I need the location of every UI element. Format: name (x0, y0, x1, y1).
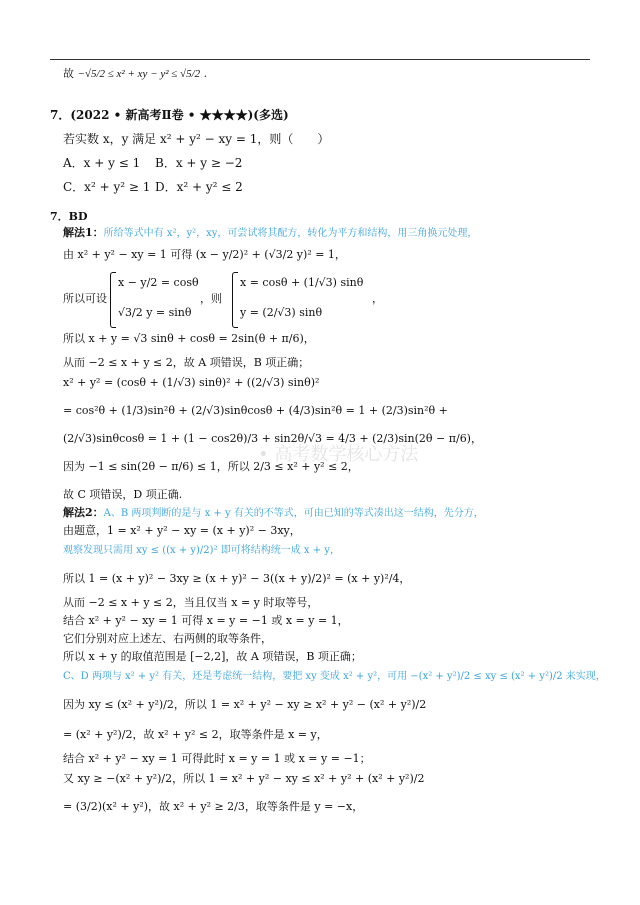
system1-eq1: x − y/2 = cosθ (118, 276, 199, 289)
divider-line (50, 59, 590, 60)
method1-line5: x² + y² = (cosθ + (1/√3) sinθ)² + ((2/√3) sinθ)² (63, 376, 320, 389)
method1-line8: 因为 −1 ≤ sin(2θ − π/6) ≤ 1，所以 2/3 ≤ x² + y² ≤ 2， (63, 460, 359, 473)
method1-label: 解法1： (63, 226, 104, 239)
method1-mid: ，则 (200, 292, 222, 305)
option-a: A．x + y ≤ 1 (63, 156, 141, 170)
problem-number: 7． (50, 108, 71, 122)
method2-line2: 所以 1 = (x + y)² − 3xy ≥ (x + y)² − 3((x + y)/2)² = (x + y)²/4， (63, 572, 411, 585)
answer-heading (50, 210, 88, 224)
method1-end: ， (372, 292, 383, 305)
method1-line7: (2/√3)sinθcosθ = 1 + (1 − cos2θ)/3 + sin2θ/√3 = 4/3 + (2/3)sin(2θ − π/6)， (63, 432, 482, 445)
method1-line4: 从而 −2 ≤ x + y ≤ 2，故 A 项错误，B 项正确； (63, 356, 310, 369)
problem-source: (2022 • 新高考Ⅱ卷 • ★★★★)(多选) (70, 108, 289, 122)
method2-line8: = (x² + y²)/2，故 x² + y² ≤ 2，取等条件是 x = y， (63, 728, 328, 741)
system2-eq2: y = (2/√3) sinθ (240, 306, 323, 319)
option-b: B．x + y ≥ −2 (155, 156, 243, 170)
answer-number: 7． (50, 210, 69, 223)
method2-line4: 结合 x² + y² − xy = 1 可得 x = y = −1 或 x = y = 1， (63, 614, 349, 627)
method2-label: 解法2： (63, 506, 104, 519)
method2-line10: 又 xy ≥ −(x² + y²)/2，所以 1 = x² + y² − xy ≤ x² + y² + (x² + y²)/2 (63, 772, 425, 785)
header-tail (63, 60, 207, 88)
method2-hint: A、B 两项判断的是与 x + y 有关的不等式，可由已知的等式凑出这一结构，先分方， (103, 508, 484, 519)
method1-prefix: 所以可设 (63, 292, 107, 305)
method1-line3: 所以 x + y = √3 sinθ + cosθ = 2sin(θ + π/6)， (63, 332, 315, 345)
method1-line1: 由 x² + y² − xy = 1 可得 (x − y/2)² + (√3/2 y)² = 1， (63, 248, 346, 261)
method1-line9: 故 C 项错误，D 项正确. (63, 488, 183, 501)
method2-line6: 所以 x + y 的取值范围是 [−2,2]，故 A 项错误，B 项正确； (63, 650, 362, 663)
problem-heading (50, 108, 289, 122)
method2-line7: 因为 xy ≤ (x² + y²)/2，所以 1 = x² + y² − xy ≥ x² + y² − (x² + y²)/2 (63, 698, 427, 711)
method2-line11: = (3/2)(x² + y²)，故 x² + y² ≥ 2/3，取等条件是 y = −x， (63, 800, 364, 813)
system1-eq2: √3/2 y = sinθ (118, 306, 192, 319)
method2-line5: 它们分别对应上述左、右两侧的取等条件， (63, 632, 272, 645)
answer-text: BD (68, 210, 88, 223)
option-c: C．x² + y² ≥ 1 (63, 180, 151, 194)
method2-line9: 结合 x² + y² − xy = 1 可得此时 x = y = 1 或 x = y = −1； (63, 752, 371, 765)
option-d: D．x² + y² ≤ 2 (155, 180, 243, 194)
system2-eq1: x = cosθ + (1/√3) sinθ (240, 276, 364, 289)
system2-brace (232, 272, 238, 328)
method2-hint2: 观察发现只需用 xy ≤ ((x + y)/2)² 即可将结构统一成 x + y， (63, 545, 340, 556)
method1-line6: = cos²θ + (1/3)sin²θ + (2/√3)sinθcosθ + (4/3)sin²θ = 1 + (2/3)sin²θ + (63, 404, 448, 417)
header-end: . (203, 67, 208, 80)
method1-intro (63, 226, 477, 241)
method2-hint3: C、D 两项与 x² + y² 有关，还是考虑统一结构，要把 xy 变成 x² + y²，可用 −(x² + y²)/2 ≤ xy ≤ (x² + y²)/2 来实现， (63, 671, 606, 682)
method2-intro (63, 506, 484, 521)
method2-line1: 由题意，1 = x² + y² − xy = (x + y)² − 3xy， (63, 524, 301, 537)
problem-stem: 若实数 x，y 满足 x² + y² − xy = 1，则（ ） (63, 132, 330, 146)
header-expr: −√5/2 ≤ x² + xy − y² ≤ √5/2 (77, 68, 201, 80)
system1-brace (110, 272, 116, 328)
header-prefix: 故 (63, 67, 74, 80)
method2-line3: 从而 −2 ≤ x + y ≤ 2，当且仅当 x = y 时取等号， (63, 596, 319, 609)
watermark: • 高考数学核心方法 (258, 444, 419, 465)
method1-hint: 所给等式中有 x²，y²，xy，可尝试将其配方，转化为平方和结构，用三角换元处理， (103, 228, 478, 239)
